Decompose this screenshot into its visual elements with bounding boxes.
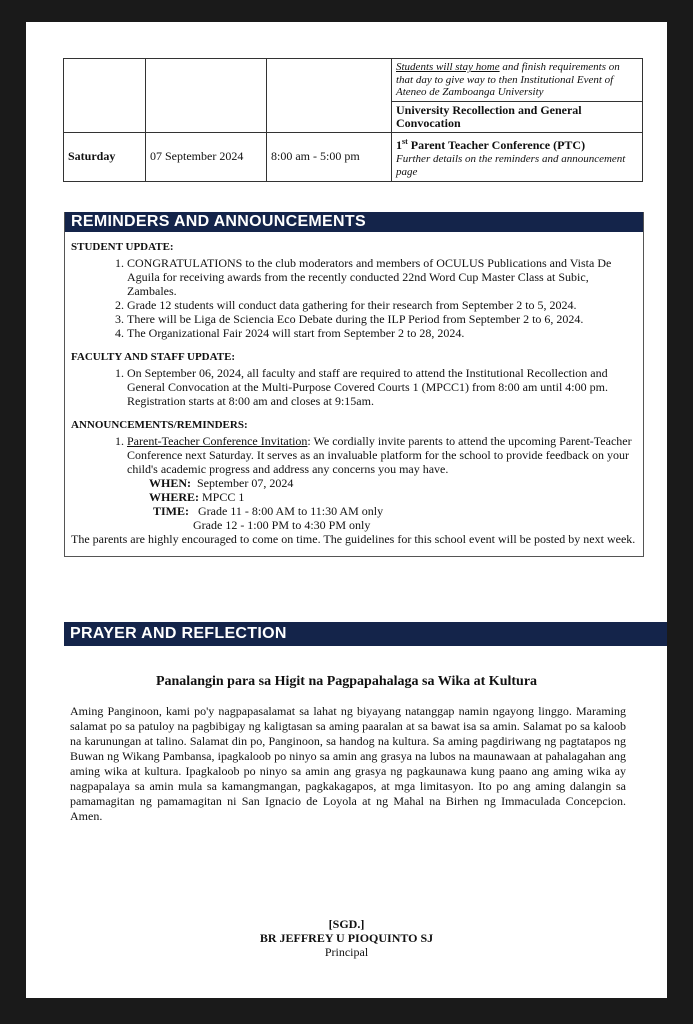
- prayer-banner: PRAYER AND REFLECTION: [64, 622, 667, 646]
- signature-role: Principal: [324, 945, 369, 959]
- schedule-note: Students will stay home and finish requirements on that day to give way to then Institutional Event of Ateneo de Zamboanga University: [392, 59, 643, 102]
- reminders-section: [64, 212, 644, 557]
- event-time: TIME: Grade 11 - 8:00 AM to 11:30 AM only: [153, 504, 384, 518]
- schedule-time: 8:00 am - 5:00 pm: [267, 132, 392, 181]
- list-item: 4. The Organizational Fair 2024 will start from September 2 to 28, 2024.: [127, 326, 637, 340]
- schedule-event-ptc: 1st Parent Teacher Conference (PTC) Further details on the reminders and announcement page: [392, 132, 643, 181]
- schedule-date: 07 September 2024: [146, 132, 267, 181]
- signature-block: [26, 917, 667, 959]
- list-item: 3. There will be Liga de Sciencia Eco Debate during the ILP Period from September 2 to 6, 2024.: [127, 312, 637, 326]
- student-update-heading: STUDENT UPDATE:: [71, 241, 174, 253]
- document-page: [26, 22, 667, 998]
- signature-name: BR JEFFREY U PIOQUINTO SJ: [259, 931, 434, 945]
- schedule-event-recollection: University Recollection and General Convocation: [392, 101, 643, 132]
- event-where: WHERE: MPCC 1: [149, 490, 245, 504]
- signature-sgd: [SGD.]: [328, 917, 365, 931]
- list-item: 1. On September 06, 2024, all faculty and staff are required to attend the Institutional Recollection and General Convocation at the Multi-Purpose Covered Courts 1 (MPCC1) from 8:00 am until 4:00 pm. Registration starts at 8:00 am and closes at 9:15am.: [127, 366, 637, 408]
- event-time-2: Grade 12 - 1:00 PM to 4:30 PM only: [193, 518, 371, 532]
- reminders-banner: REMINDERS AND ANNOUNCEMENTS: [65, 212, 643, 232]
- ptc-invitation-link: Parent-Teacher Conference Invitation: [127, 434, 308, 448]
- faculty-update-heading: FACULTY AND STAFF UPDATE:: [71, 351, 236, 363]
- table-row: [64, 59, 643, 102]
- prayer-title: Panalangin para sa Higit na Pagpapahalaga sa Wika at Kultura: [155, 674, 538, 689]
- event-when: WHEN: September 07, 2024: [149, 476, 294, 490]
- announcements-heading: ANNOUNCEMENTS/REMINDERS:: [71, 419, 248, 431]
- closing-note: The parents are highly encouraged to come on time. The guidelines for this school event will be posted by next week.: [71, 532, 636, 546]
- announcements-list: [71, 434, 637, 476]
- schedule-day: Saturday: [64, 132, 146, 181]
- faculty-update-list: [71, 366, 637, 408]
- list-item: 2. Grade 12 students will conduct data gathering for their research from September 2 to 5, 2024.: [127, 298, 637, 312]
- student-update-list: [71, 256, 637, 340]
- prayer-text: Aming Panginoon, kami po'y nagpapasalamat sa lahat ng biyayang natanggap namin ngayong linggo. Maraming salamat po sa patuloy na pagbibigay ng kaligtasan sa aming paaralan at sa bawat isa sa amin. Salamat po sa kaloob na karunungan at talino. Salamat din po, Panginoon, sa handog na kultura. Sa aming pagdiriwang ng pagtatapos ng Buwan ng Wikang Pambansa, ipagkaloob po ninyo sa amin ang grasya na lubos na maunawaan at pahalagahan ang aming wika at kultura. Ipagkaloob po ninyo sa amin ang grasya ng pagkaunawa kung paano ang aming wika ay nagpapalaya sa amin mula sa kamangmangan, pagkakagapos, at mga limitasyon. Ito po ang aming dalangin sa pamamagitan ng pamamagitan ni San Ignacio de Loyola at ng Mahal na Birhen ng Immaculada Concepcion. Amen.: [70, 704, 626, 823]
- schedule-table: [63, 58, 643, 182]
- list-item: 1. CONGRATULATIONS to the club moderators and members of OCULUS Publications and Vista De Aguila for receiving awards from the recently conducted 22nd Word Cup Master Class at Subic, Zambales.: [127, 256, 637, 298]
- list-item: 1. Parent-Teacher Conference Invitation: We cordially invite parents to attend the upcoming Parent-Teacher Conference next Saturday. It serves as an invaluable platform for the school to provide feedback on your child's academic progress and address any concerns you may have.: [127, 434, 637, 476]
- table-row: [64, 132, 643, 181]
